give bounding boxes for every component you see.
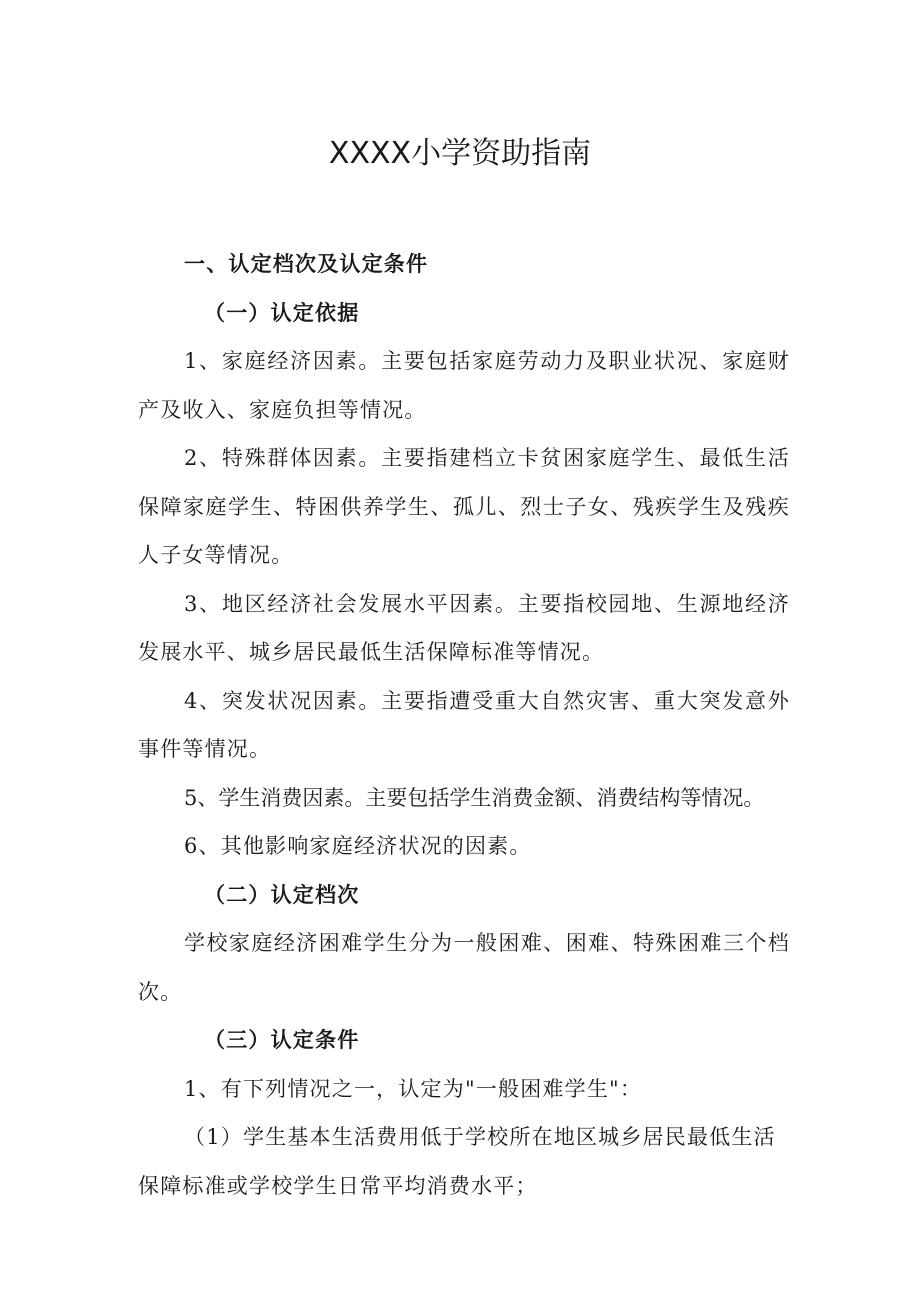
subsection-heading-conditions: （三）认定条件 [204,1028,360,1052]
condition-intro: 1、有下列情况之一，认定为"一般困难学生"： [184,1076,643,1101]
basis-paragraph-3: 3、地区经济社会发展水平因素。主要指校园地、生源地经济发展水平、城乡居民最低生活保障标准等情况。 [138,591,790,664]
basis-paragraph-1: 1、家庭经济因素。主要包括家庭劳动力及职业状况、家庭财产及收入、家庭负担等情况。 [138,349,790,422]
document-title: XXXX小学资助指南 [328,136,592,171]
subsection-heading-levels: （二）认定档次 [204,882,360,907]
document-body [138,240,790,1210]
basis-paragraph-2: 2、特殊群体因素。主要指建档立卡贫困家庭学生、最低生活保障家庭学生、特困供养学生、孤儿、烈士子女、残疾学生及残疾人子女等情况。 [138,446,790,567]
levels-paragraph: 学校家庭经济困难学生分为一般困难、困难、特殊困难三个档次。 [138,931,790,1004]
basis-paragraph-4: 4、突发状况因素。主要指遭受重大自然灾害、重大突发意外事件等情况。 [138,688,790,761]
section-heading-1: 一、认定档次及认定条件 [184,252,429,276]
basis-paragraph-6: 6、其他影响家庭经济状况的因素。 [184,834,532,858]
subsection-heading-basis: （一）认定依据 [204,300,360,325]
condition-item-1: （1）学生基本生活费用低于学校所在地区城乡居民最低生活保障标准或学校学生日常平均消费水平； [138,1125,776,1198]
basis-paragraph-5: 5、学生消费因素。主要包括学生消费金额、消费结构等情况。 [184,785,765,810]
